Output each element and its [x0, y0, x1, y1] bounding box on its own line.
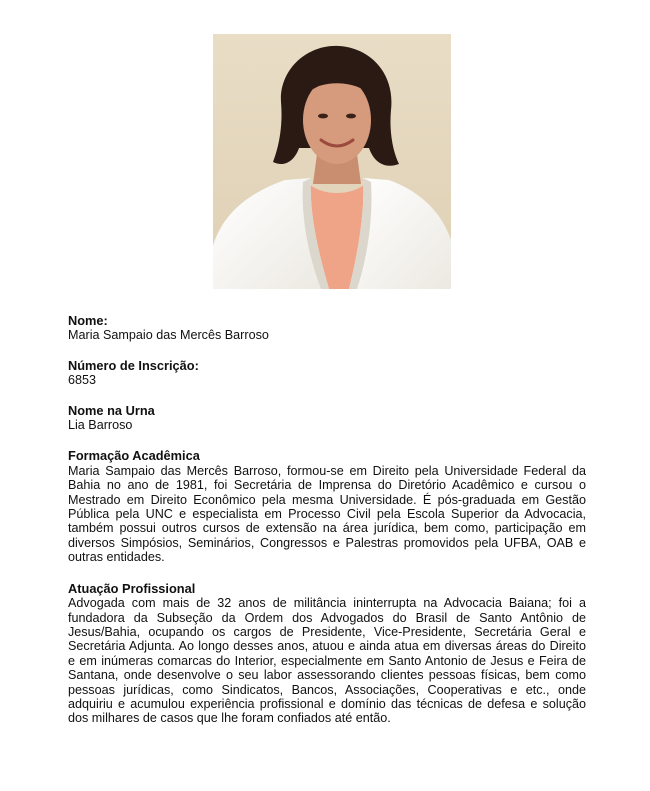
registration-value: 6853 [68, 373, 97, 388]
education-heading: Formação Acadêmica [68, 448, 200, 464]
name-label: Nome: [68, 313, 108, 328]
career-heading: Atuação Profissional [68, 580, 196, 596]
ballot-name-value: Lia Barroso [68, 418, 133, 433]
registration-label: Número de Inscrição: [68, 357, 199, 373]
career-text: Advogada com mais de 32 anos de militância ininterrupta na Advocacia Baiana; foi a fundadora da Subseção da Ordem dos Advogados do Brasil de Santo Antônio de Jesus/Bahia, ocupando os cargos de Presidente, Vice-Presidente, Secretária Geral e Secretária Adjunta. Ao longo desses anos, atuou e ainda atua em diversas áreas do Direito e em inúmeras comarcas do Interior, especialmente em Santo Antonio de Jesus e Feira de Santana, onde desenvolve o seu labor assessorando clientes pessoas físicas, bem como pessoas jurídicas, como Sindicatos, Bancos, Associações, Cooperativas e etc., onde adquiriu e acumulou experiência profissional e domínio das técnicas de defesa e solução dos milhares de casos que lhe foram confiados até então. [68, 596, 586, 726]
career-section [68, 582, 586, 726]
name-field [68, 314, 586, 343]
education-section [68, 449, 586, 564]
ballot-name-label: Nome na Urna [68, 402, 155, 418]
registration-field [68, 359, 586, 388]
profile-photo-illustration [213, 34, 451, 289]
education-text: Maria Sampaio das Mercês Barroso, formou-se em Direito pela Universidade Federal da Bahia no ano de 1981, foi Secretária de Imprensa do Diretório Acadêmico e cursou o Mestrado em Direito Econômico pela mesma Universidade. É pós-graduada em Gestão Pública pela UNC e especialista em Processo Civil pela Escola Superior da Advocacia, também possui outros cursos de extensão na área jurídica, bem como, participação em diversos Simpósios, Seminários, Congressos e Palestras promovidos pela UFBA, OAB e outras entidades. [68, 463, 586, 565]
profile-photo [213, 34, 451, 289]
name-value: Maria Sampaio das Mercês Barroso [68, 328, 269, 343]
profile-document [68, 314, 586, 726]
ballot-name-field [68, 404, 586, 433]
